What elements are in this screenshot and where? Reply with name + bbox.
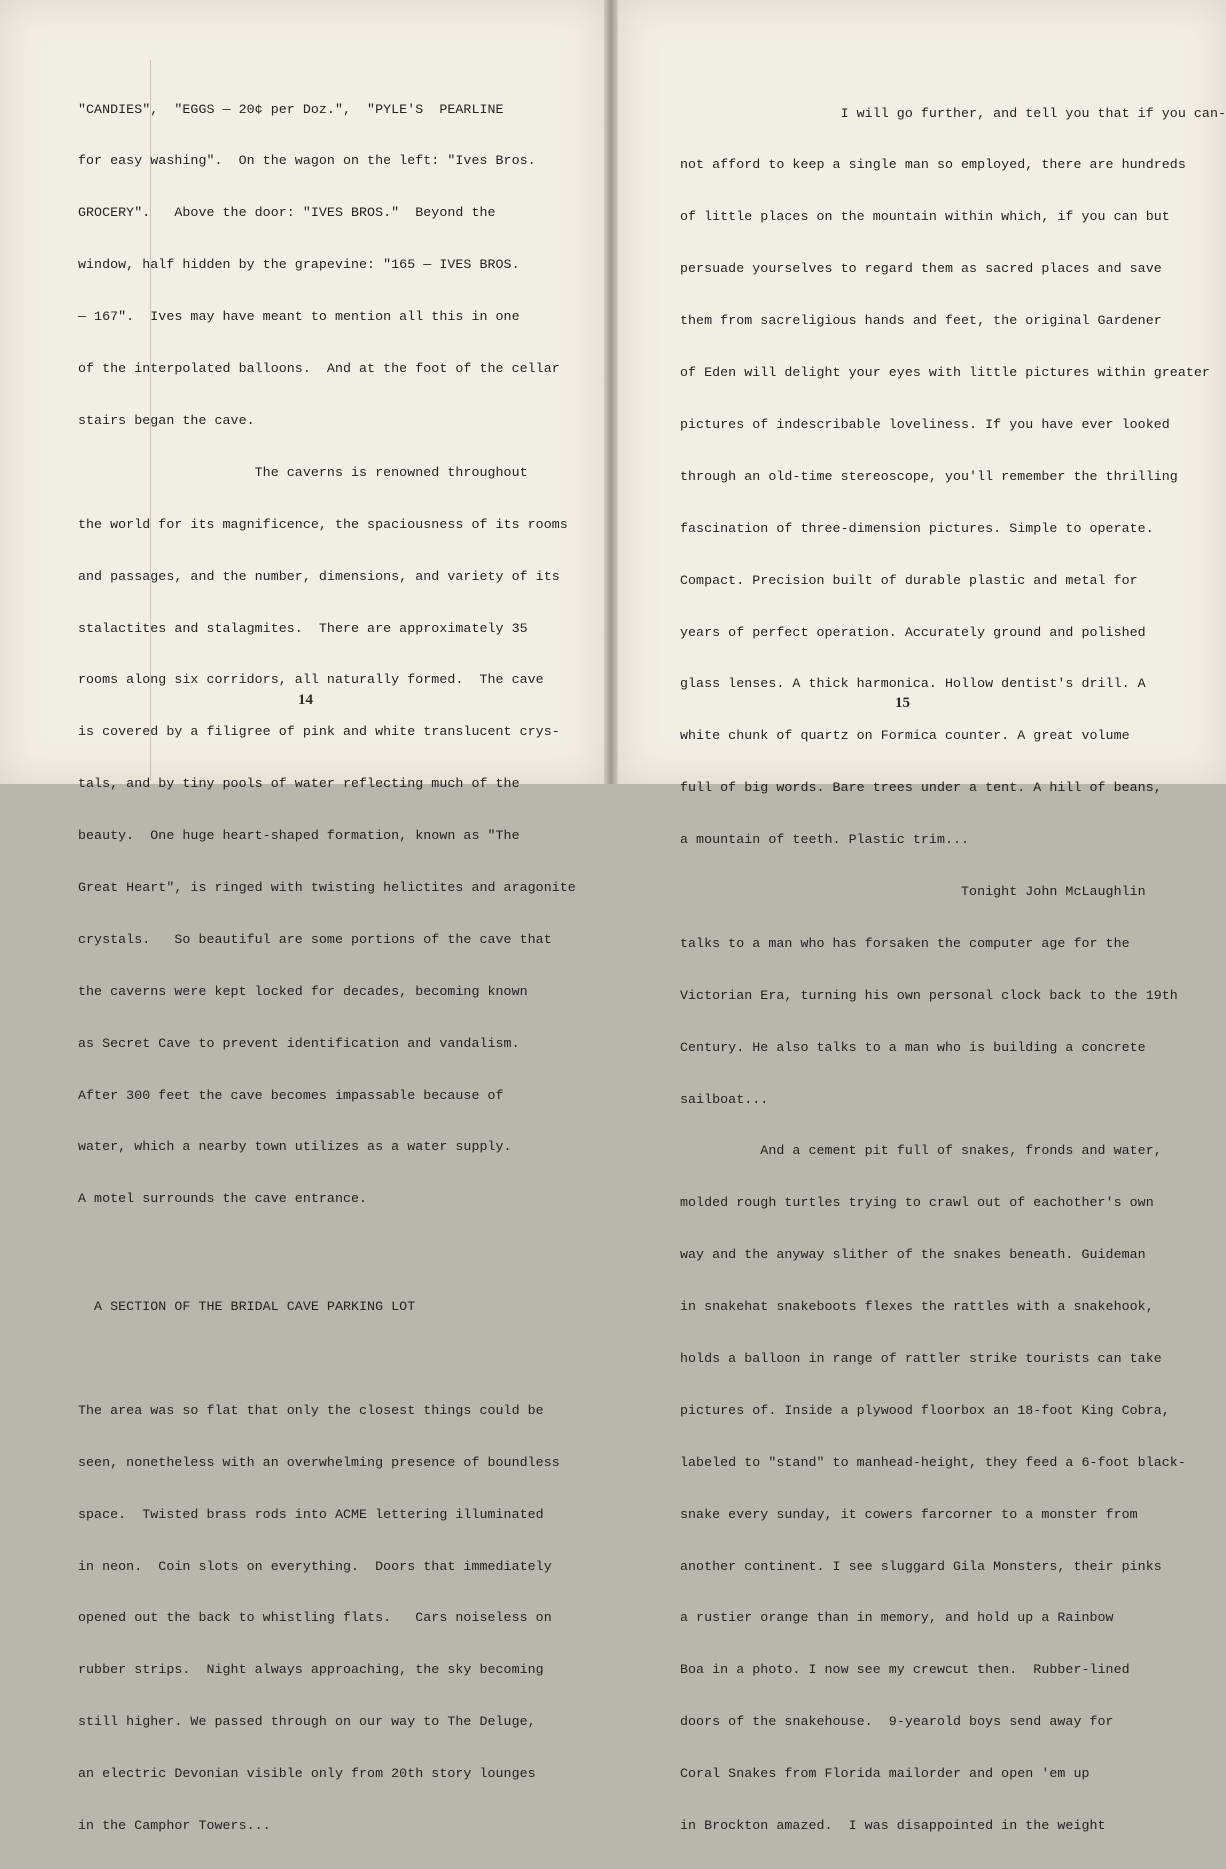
text-line: the world for its magnificence, the spaciousness of its rooms [78, 516, 568, 532]
text-line: — 167". Ives may have meant to mention all this in one [78, 309, 520, 325]
text-line: persuade yourselves to regard them as sacred places and save [680, 261, 1162, 277]
text-line: beauty. One huge heart-shaped formation, known as "The [78, 828, 520, 844]
right-page-text [680, 70, 1226, 1869]
text-line: And a cement pit full of snakes, fronds and water, [680, 1143, 1162, 1159]
text-line: GROCERY". Above the door: "IVES BROS." Beyond the [78, 205, 496, 221]
text-line: Compact. Precision built of durable plastic and metal for [680, 572, 1138, 588]
text-line: sailboat... [680, 1091, 769, 1107]
text-line: space. Twisted brass rods into ACME lettering illuminated [78, 1506, 544, 1522]
right-page-number: 15 [895, 695, 910, 711]
text-line: glass lenses. A thick harmonica. Hollow dentist's drill. A [680, 676, 1146, 692]
text-line: fascination of three-dimension pictures. Simple to operate. [680, 520, 1154, 536]
text-line: in snakehat snakeboots flexes the rattles with a snakehook, [680, 1299, 1154, 1315]
text-line: I will go further, and tell you that if you can- [680, 105, 1226, 121]
text-line: is covered by a filigree of pink and white translucent crys- [78, 724, 560, 740]
text-line: seen, nonetheless with an overwhelming presence of boundless [78, 1454, 560, 1470]
text-line: The area was so flat that only the closest things could be [78, 1402, 544, 1418]
text-line: them from sacreligious hands and feet, the original Gardener [680, 313, 1162, 329]
text-line: way and the anyway slither of the snakes beneath. Guideman [680, 1247, 1146, 1263]
text-line: not afford to keep a single man so employed, there are hundreds [680, 157, 1186, 173]
text-line: water, which a nearby town utilizes as a water supply. [78, 1139, 512, 1155]
text-line: snake every sunday, it cowers farcorner to a monster from [680, 1506, 1138, 1522]
text-line: of the interpolated balloons. And at the foot of the cellar [78, 361, 560, 377]
text-line: A motel surrounds the cave entrance. [78, 1191, 368, 1207]
text-line: tals, and by tiny pools of water reflecting much of the [78, 776, 520, 792]
text-line: a mountain of teeth. Plastic trim... [680, 832, 970, 848]
text-line: crystals. So beautiful are some portions of the cave that [78, 931, 552, 947]
left-page-number: 14 [298, 692, 313, 708]
text-line: The caverns is renowned throughout [78, 464, 528, 480]
text-line: rubber strips. Night always approaching, the sky becoming [78, 1662, 544, 1678]
text-line: pictures of indescribable loveliness. If you have ever looked [680, 416, 1170, 432]
text-line: Victorian Era, turning his own personal clock back to the 19th [680, 987, 1178, 1003]
blank-line [78, 1350, 576, 1367]
text-line: stalactites and stalagmites. There are approximately 35 [78, 620, 528, 636]
text-line: doors of the snakehouse. 9-yearold boys send away for [680, 1714, 1114, 1730]
text-line: stairs began the cave. [78, 412, 255, 428]
text-line: in neon. Coin slots on everything. Doors that immediately [78, 1558, 552, 1574]
text-line: for easy washing". On the wagon on the left: "Ives Bros. [78, 153, 536, 169]
text-line: Boa in a photo. I now see my crewcut then. Rubber-lined [680, 1662, 1130, 1678]
text-line: in Brockton amazed. I was disappointed in the weight [680, 1817, 1106, 1833]
text-line: holds a balloon in range of rattler strike tourists can take [680, 1350, 1162, 1366]
text-line: After 300 feet the cave becomes impassable because of [78, 1087, 504, 1103]
text-line: "CANDIES", "EGGS — 20¢ per Doz.", "PYLE'S PEARLINE [78, 101, 504, 117]
text-line: rooms along six corridors, all naturally formed. The cave [78, 672, 544, 688]
text-line: and passages, and the number, dimensions, and variety of its [78, 568, 560, 584]
text-line: full of big words. Bare trees under a tent. A hill of beans, [680, 780, 1162, 796]
text-line: Century. He also talks to a man who is building a concrete [680, 1039, 1146, 1055]
text-line: as Secret Cave to prevent identification and vandalism. [78, 1035, 520, 1051]
book-gutter [604, 0, 618, 784]
text-line: Great Heart", is ringed with twisting helictites and aragonite [78, 879, 576, 895]
text-line: in the Camphor Towers... [78, 1817, 271, 1833]
text-line: another continent. I see sluggard Gila Monsters, their pinks [680, 1558, 1162, 1574]
text-line: opened out the back to whistling flats. Cars noiseless on [78, 1610, 552, 1626]
text-line: still higher. We passed through on our way to The Deluge, [78, 1714, 536, 1730]
text-line: labeled to "stand" to manhead-height, they feed a 6-foot black- [680, 1454, 1186, 1470]
text-line: through an old-time stereoscope, you'll remember the thrilling [680, 468, 1178, 484]
text-line: of little places on the mountain within which, if you can but [680, 209, 1170, 225]
text-line: talks to a man who has forsaken the computer age for the [680, 935, 1130, 951]
text-line: the caverns were kept locked for decades, becoming known [78, 983, 528, 999]
text-line: a rustier orange than in memory, and hold up a Rainbow [680, 1610, 1114, 1626]
text-line: an electric Devonian visible only from 20th story lounges [78, 1766, 536, 1782]
section-heading: A SECTION OF THE BRIDAL CAVE PARKING LOT [78, 1299, 416, 1315]
text-line: window, half hidden by the grapevine: "165 — IVES BROS. [78, 257, 520, 273]
text-line: molded rough turtles trying to crawl out of eachother's own [680, 1195, 1154, 1211]
text-line: Tonight John McLaughlin [680, 883, 1146, 899]
text-line: pictures of. Inside a plywood floorbox an 18-foot King Cobra, [680, 1402, 1170, 1418]
text-line: white chunk of quartz on Formica counter. A great volume [680, 728, 1130, 744]
text-line: years of perfect operation. Accurately ground and polished [680, 624, 1146, 640]
text-line: of Eden will delight your eyes with little pictures within greater [680, 365, 1210, 381]
text-line: Coral Snakes from Florida mailorder and open 'em up [680, 1766, 1090, 1782]
blank-line [78, 1242, 576, 1259]
left-page-text [78, 66, 576, 1869]
